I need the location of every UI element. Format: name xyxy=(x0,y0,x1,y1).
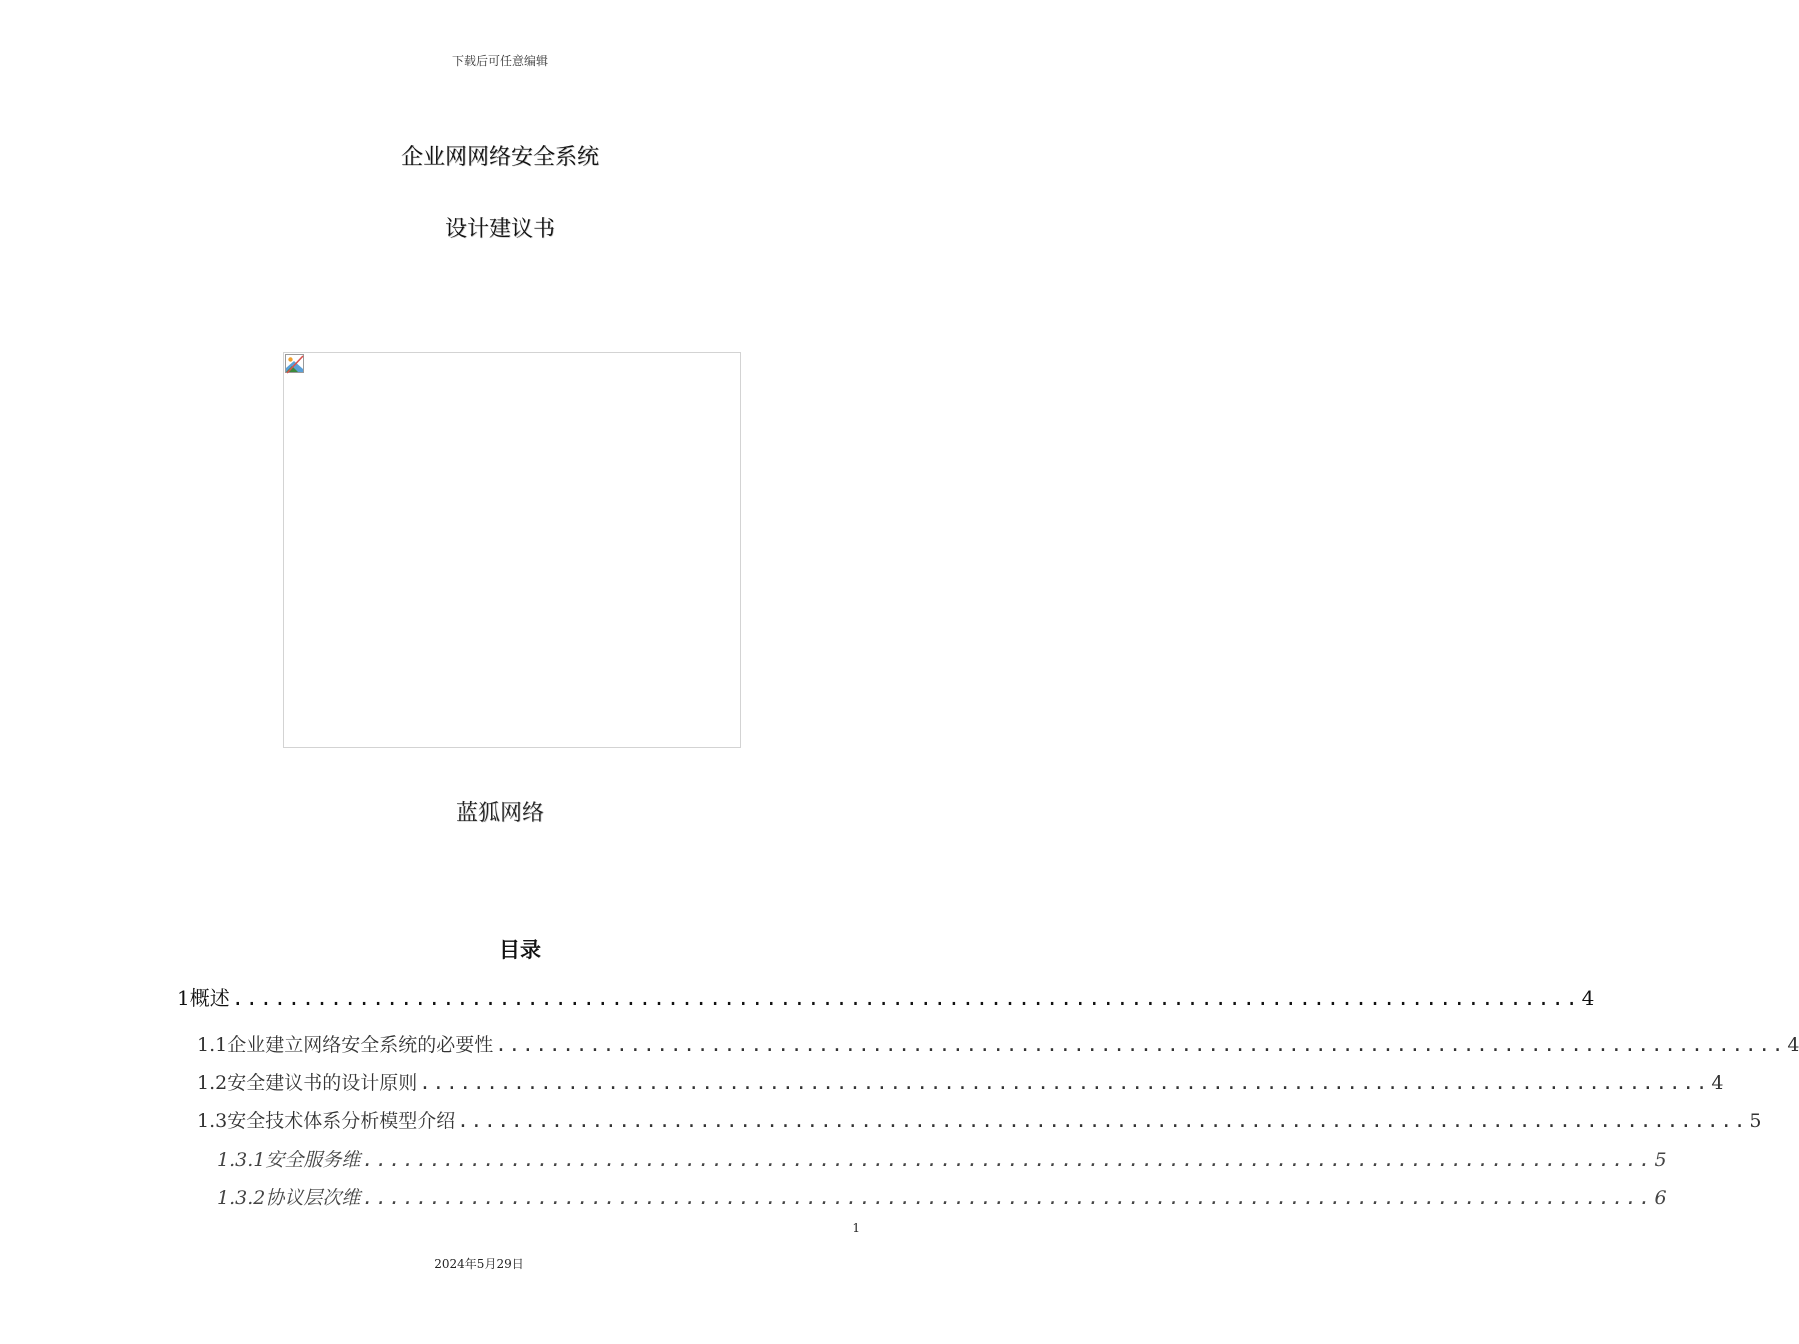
toc-entry[interactable] xyxy=(197,1106,1762,1133)
toc-entry-number: 1.2 xyxy=(197,1072,228,1094)
document-subtitle: 设计建议书 xyxy=(444,217,555,242)
toc-entry-page: 5 xyxy=(1654,1149,1667,1171)
header-note: 下载后可任意编辑 xyxy=(451,54,548,68)
toc-entry-page: 5 xyxy=(1749,1110,1762,1132)
toc-entry-label: 安全服务维 xyxy=(265,1149,361,1171)
toc-leader: ................................................................................................ xyxy=(419,1072,1710,1094)
toc-entry-page: 6 xyxy=(1654,1187,1667,1209)
broken-image-icon xyxy=(284,353,306,375)
toc-entry[interactable] xyxy=(197,1030,1799,1057)
toc-leader: ................................................................................................ xyxy=(231,986,1580,1010)
toc-entry-number: 1.3.2 xyxy=(217,1187,266,1209)
toc-title: 目录 xyxy=(499,938,541,962)
toc-entry-label: 概述 xyxy=(189,986,230,1010)
toc-entry[interactable] xyxy=(177,982,1595,1011)
toc-entry-label: 协议层次维 xyxy=(265,1187,361,1209)
toc-entry-page: 4 xyxy=(1711,1072,1724,1094)
toc-entry-page: 4 xyxy=(1581,986,1595,1010)
toc-leader: ................................................................................................ xyxy=(362,1187,1653,1209)
toc-entry-number: 1.3.1 xyxy=(217,1149,266,1171)
toc-entry-label: 企业建立网络安全系统的必要性 xyxy=(227,1034,494,1056)
toc-entry-label: 安全建议书的设计原则 xyxy=(227,1072,418,1094)
toc-leader: ................................................................................................ xyxy=(495,1034,1786,1056)
toc-entry[interactable] xyxy=(217,1183,1667,1210)
toc-entry[interactable] xyxy=(217,1145,1667,1172)
toc-entry-number: 1.3 xyxy=(197,1110,228,1132)
toc-leader: ................................................................................................ xyxy=(457,1110,1748,1132)
company-name: 蓝狐网络 xyxy=(455,801,544,826)
toc-entry-number: 1.1 xyxy=(197,1034,228,1056)
toc-entry-page: 4 xyxy=(1787,1034,1799,1056)
cover-image-placeholder xyxy=(283,352,741,748)
toc-leader: ................................................................................................ xyxy=(362,1149,1653,1171)
toc-entry-label: 安全技术体系分析模型介绍 xyxy=(227,1110,456,1132)
toc-entry[interactable] xyxy=(197,1068,1724,1095)
footer-date: 2024年5月29日 xyxy=(434,1257,524,1271)
toc-entry-number: 1 xyxy=(177,986,190,1010)
document-title: 企业网网络安全系统 xyxy=(400,145,599,170)
page-number: 1 xyxy=(852,1221,860,1235)
